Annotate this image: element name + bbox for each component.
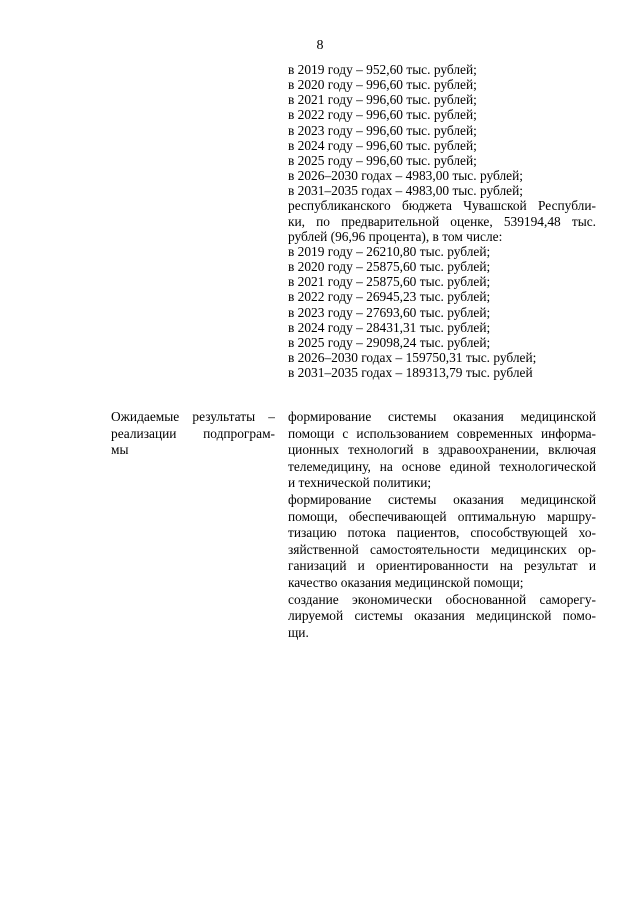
republic-budget-line: в 2020 году – 25875,60 тыс. рублей; [288, 259, 491, 275]
republic-budget-intro-line: республиканского бюджета Чувашской Республи- [288, 198, 596, 214]
results-line: помощи, обеспечивающей оптимальную маршру- [288, 508, 596, 524]
local-budget-line: в 2022 году – 996,60 тыс. рублей; [288, 107, 477, 123]
results-line: создание экономически обоснованной саморегу- [288, 591, 596, 607]
republic-budget-line: в 2025 году – 29098,24 тыс. рублей; [288, 334, 491, 350]
republic-budget-line: в 2023 году – 27693,60 тыс. рублей; [288, 304, 491, 320]
results-line: ционных технологий в здравоохранении, включая [288, 442, 596, 458]
results-line: зяйственной самостоятельности медицинских ор- [288, 541, 596, 557]
republic-budget-intro-line: ки, по предварительной оценке, 539194,48 тыс. [288, 213, 596, 229]
republic-budget-line: в 2022 году – 26945,23 тыс. рублей; [288, 289, 491, 305]
local-budget-line: в 2023 году – 996,60 тыс. рублей; [288, 122, 477, 138]
results-line: телемедицину, на основе единой технологической [288, 458, 596, 474]
republic-budget-line: в 2031–2035 годах – 189313,79 тыс. рублей [288, 365, 533, 381]
label-line: Ожидаемые результаты – [111, 409, 275, 424]
expected-results-text [288, 409, 596, 641]
results-line: и технической политики; [288, 475, 432, 491]
republic-budget-line: в 2019 году – 26210,80 тыс. рублей; [288, 243, 491, 259]
label-line: мы [111, 442, 129, 458]
expected-results-label [111, 409, 275, 459]
local-budget-line: в 2031–2035 годах – 4983,00 тыс. рублей; [288, 183, 523, 199]
results-line: лируемой системы оказания медицинской помо- [288, 608, 596, 624]
republic-budget-intro-line: рублей (96,96 процента), в том числе: [288, 228, 503, 244]
republic-budget-line: в 2024 году – 28431,31 тыс. рублей; [288, 319, 491, 335]
local-budget-line: в 2019 году – 952,60 тыс. рублей; [288, 62, 477, 77]
label-line: реализации подпрограм- [111, 425, 275, 441]
local-budget-line: в 2025 году – 996,60 тыс. рублей; [288, 152, 477, 168]
local-budget-line: в 2021 году – 996,60 тыс. рублей; [288, 92, 477, 108]
republic-budget-line: в 2026–2030 годах – 159750,31 тыс. рублей; [288, 349, 537, 365]
results-line: помощи с использованием современных информа- [288, 425, 596, 441]
results-line: ганизаций и ориентированности на результат и [288, 558, 596, 574]
page-number: 8 [316, 38, 324, 53]
republic-budget-line: в 2021 году – 25875,60 тыс. рублей; [288, 274, 491, 290]
local-budget-line: в 2020 году – 996,60 тыс. рублей; [288, 77, 477, 93]
results-line: качество оказания медицинской помощи; [288, 574, 524, 590]
results-line: тизацию потока пациентов, способствующей хо- [288, 525, 596, 541]
results-line: формирование системы оказания медицинской [288, 491, 596, 507]
results-line: щи. [288, 624, 309, 640]
financing-section [288, 62, 596, 380]
local-budget-line: в 2026–2030 годах – 4983,00 тыс. рублей; [288, 168, 523, 184]
results-line: формирование системы оказания медицинской [288, 409, 596, 424]
local-budget-line: в 2024 году – 996,60 тыс. рублей; [288, 137, 477, 153]
